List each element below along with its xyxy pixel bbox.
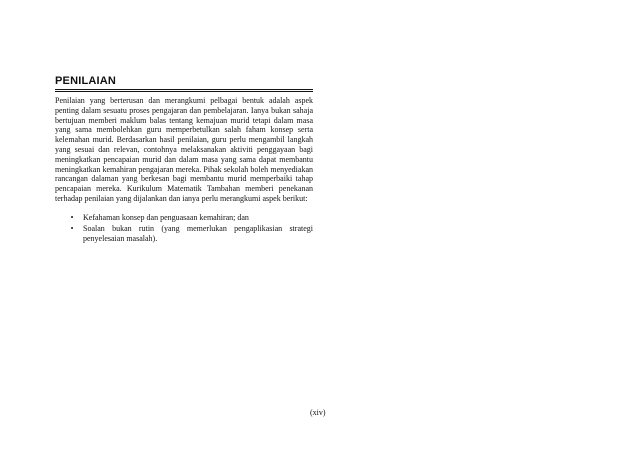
list-item-text: Kefahaman konsep dan penguasaan kemahiran; dan — [83, 213, 249, 222]
bullet-icon: • — [70, 213, 74, 222]
body-paragraph: Penilaian yang berterusan dan merangkumi pelbagai bentuk adalah aspek penting dalam sesuatu proses pengajaran dan pembelajaran. Ianya bukan sahaja bertujuan memberi maklum balas tentang kemajuan murid tetapi dalam masa yang sama membolehkan guru memperbetulkan salah faham konsep serta kelemahan murid. Berdasarkan hasil penilaian, guru perlu mengambil langkah yang sesuai dan relevan, contohnya melaksanakan aktiviti penggayaan bagi meningkatkan pencapaian murid dan dalam masa yang sama dapat membantu meningkatkan kemahiran pengajaran mereka. Pihak sekolah boleh menyediakan rancangan dalaman yang berkesan bagi membantu murid memperbaiki tahap pencapaian mereka. Kurikulum Matematik Tambahan memberi penekanan terhadap penilaian yang dijalankan dan ianya perlu merangkumi aspek berikut: — [55, 96, 313, 203]
title-underline — [55, 89, 313, 92]
list-item — [55, 224, 313, 244]
list-item — [55, 213, 313, 223]
section-title: PENILAIAN — [55, 75, 117, 87]
assessment-aspects-list — [55, 213, 313, 245]
list-item-text: Soalan bukan rutin (yang memerlukan pengaplikasian strategi penyelesaian masalah). — [83, 224, 313, 244]
bullet-icon: • — [70, 224, 74, 234]
page-number: (xiv) — [310, 408, 326, 417]
